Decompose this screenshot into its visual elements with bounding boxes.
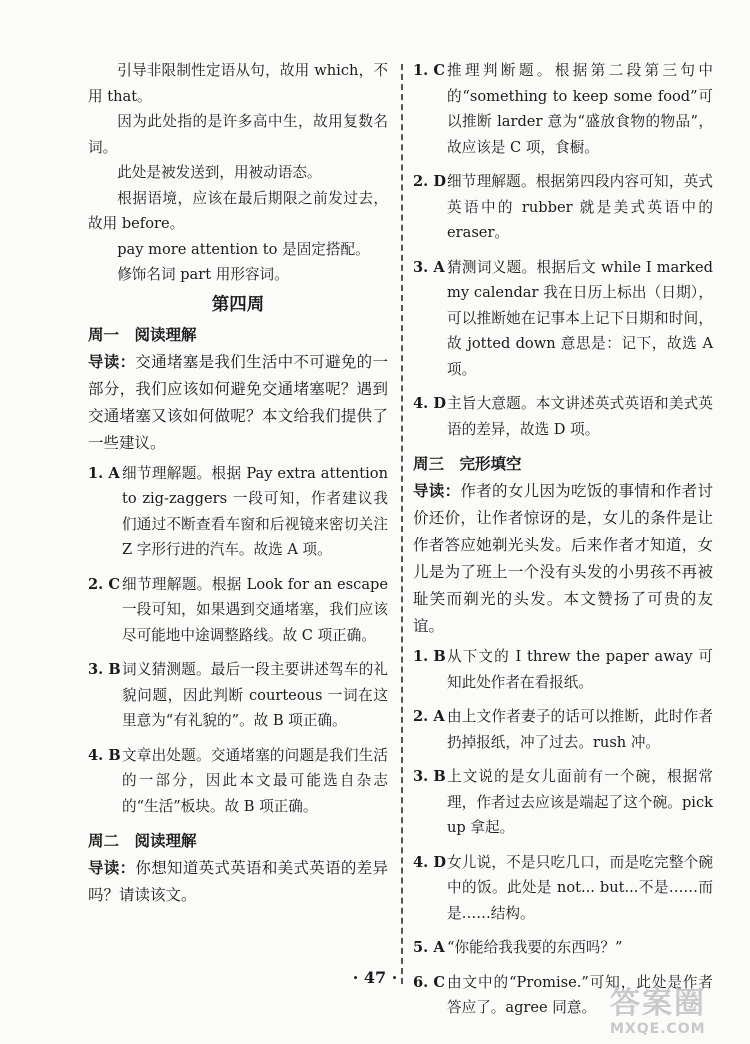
guide-paragraph (413, 478, 713, 640)
answer-item (413, 850, 713, 927)
answer-number: 3. A (413, 258, 445, 276)
answer-explanation: 文章出处题。交通堵塞的问题是我们生活的一部分，因此本文最可能选自杂志的“生活”板块。故 B 项正确。 (122, 746, 388, 815)
left-column (88, 58, 388, 909)
answer-number: 2. A (413, 708, 445, 725)
guide-paragraph (88, 349, 388, 457)
answer-explanation: 由上文作者妻子的话可以推断，此时作者扔掉报纸，冲了过去。rush 冲。 (447, 708, 713, 751)
guide-text: 你想知道英式英语和美式英语的差异吗？请读该文。 (88, 859, 388, 904)
page-number: · 47 · (352, 968, 398, 987)
column-divider (401, 64, 403, 984)
guide-label: 导读： (413, 482, 461, 500)
answer-item (413, 169, 713, 246)
answer-explanation: 推理判断题。根据第二段第三句中的“something to keep some food”可以推断 larder 意为“盛放食物的物品”，故应该是 C 项，食橱。 (447, 62, 713, 156)
watermark-logo (610, 988, 745, 1042)
watermark-sub-text: MXQE.COM (610, 1021, 706, 1037)
section-heading-wednesday: 周三 完形填空 (413, 455, 522, 473)
answer-number: 1. A (88, 464, 120, 482)
answer-item (413, 644, 713, 695)
answer-explanation: 细节理解题。根据 Pay extra attention to zig-zaggers 一段可知，作者建议我们通过不断查看车窗和后视镜来密切关注 Z 字形行进的汽车。故选 A 项。 (122, 464, 388, 558)
answer-item (413, 935, 713, 961)
answer-explanation: 女儿说，不是只吃几口，而是吃完整个碗中的饭。此处是 not... but...不是……而是……结构。 (447, 853, 713, 922)
answer-explanation: 上文说的是女儿面前有一个碗，根据常理，作者过去应该是端起了这个碗。pick up 拿起。 (447, 768, 713, 836)
answer-item (413, 764, 713, 841)
answer-number: 4. B (88, 746, 121, 764)
week-title: 第四周 (211, 294, 265, 315)
section-heading-monday: 周一 阅读理解 (88, 325, 197, 344)
answer-explanation: 由文中的“Promise.”可知，此处是作者答应了。agree 同意。 (447, 973, 713, 1016)
answer-explanation: 词义猜测题。最后一段主要讲述驾车的礼貌问题，因此判断 courteous 一词在这里意为“有礼貌的”。故 B 项正确。 (122, 661, 388, 729)
guide-label: 导读： (88, 352, 136, 371)
answer-number: 1. C (413, 62, 445, 79)
answer-number: 4. D (413, 853, 446, 871)
answer-number: 2. C (88, 575, 120, 593)
answer-number: 4. D (413, 395, 446, 412)
answer-explanation: 从下文的 I threw the paper away 可知此处作者在看报纸。 (447, 648, 713, 691)
answer-explanation: 猜测词义题。根据后文 while I marked my calendar 我在日历上标出（日期），可以推断她在记事本上记下日期和时间，故 jotted down 意思是：记下，故选 A 项。 (447, 258, 713, 378)
answer-explanation: 细节理解题。根据 Look for an escape 一段可知，如果遇到交通堵塞，我们应该尽可能地中途调整路线。故 C 项正确。 (122, 575, 388, 644)
explanation-paragraph: pay more attention to 是固定搭配。 (117, 240, 370, 258)
explanation-paragraph: 此处是被发送到，用被动语态。 (117, 164, 322, 181)
guide-paragraph (88, 855, 388, 909)
answer-item (88, 657, 388, 734)
answer-item (88, 572, 388, 649)
explanation-paragraph: 因为此处指的是许多高中生，故用复数名词。 (88, 113, 388, 156)
answer-explanation: 主旨大意题。本文讲述英式英语和美式英语的差异，故选 D 项。 (447, 395, 713, 438)
answer-explanation: 细节理解题。根据第四段内容可知，英式英语中的 rubber 就是美式英语中的 eraser。 (447, 173, 713, 241)
guide-label: 导读： (88, 859, 136, 877)
answer-number: 3. B (413, 768, 446, 785)
section-heading-tuesday: 周二 阅读理解 (88, 832, 197, 850)
guide-text: 作者的女儿因为吃饭的事情和作者讨价还价，让作者惊讶的是，女儿的条件是让作者答应她剃光头发。后来作者才知道，女儿是为了班上一个没有头发的小男孩不再被耻笑而剃光的头发。本文赞扬了可贵的友谊。 (413, 482, 713, 635)
answer-item (88, 461, 388, 563)
answer-item (413, 391, 713, 442)
explanation-paragraph: 引导非限制性定语从句，故用 which，不用 that。 (88, 62, 388, 105)
answer-item (88, 743, 388, 820)
right-column (413, 58, 713, 1030)
answer-number: 3. B (88, 661, 121, 678)
answer-item (413, 58, 713, 160)
answer-number: 5. A (413, 939, 445, 956)
explanation-paragraph: 根据语境，应该在最后期限之前发过去，故用 before。 (88, 189, 388, 232)
explanation-paragraph: 修饰名词 part 用形容词。 (117, 266, 289, 283)
answer-number: 1. B (413, 648, 446, 665)
answer-explanation: “你能给我我要的东西吗？” (447, 939, 623, 956)
guide-text: 交通堵塞是我们生活中不可避免的一部分，我们应该如何避免交通堵塞呢？遇到交通堵塞又该如何做呢？本文给我们提供了一些建议。 (88, 352, 388, 452)
watermark-main-text: 答案圈 (610, 986, 706, 1021)
answer-item (413, 704, 713, 755)
answer-number: 2. D (413, 173, 446, 190)
answer-number: 6. C (413, 973, 445, 991)
answer-item (413, 255, 713, 383)
